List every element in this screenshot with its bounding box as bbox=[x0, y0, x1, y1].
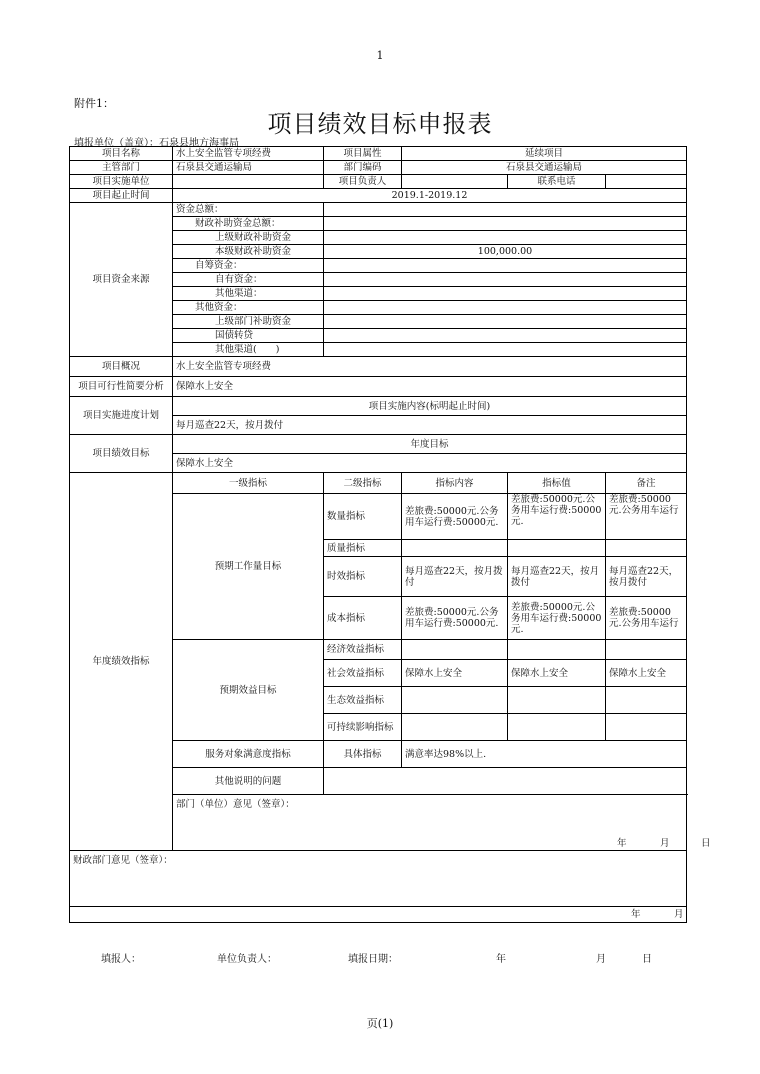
fund-name: 自筹资金： bbox=[173, 259, 324, 273]
benefit-label: 预期效益目标 bbox=[173, 640, 324, 741]
fund-name: 上级部门补助资金 bbox=[173, 315, 324, 329]
eco-value bbox=[508, 687, 606, 714]
unit-leader-label: 单位负责人： bbox=[217, 954, 277, 965]
cost-label: 成本指标 bbox=[324, 597, 402, 640]
qty-label: 数量指标 bbox=[324, 494, 402, 540]
econ-content bbox=[402, 640, 508, 660]
form-title: 项目绩效目标申报表 bbox=[267, 110, 493, 138]
finance-date-cell bbox=[70, 907, 687, 923]
fund-value bbox=[324, 287, 687, 301]
row-annual-header bbox=[70, 473, 687, 494]
cost-note: 差旅费:50000元.公务用车运行 bbox=[606, 597, 687, 640]
qty-note: 差旅费:50000元.公务用车运行 bbox=[606, 494, 687, 540]
dept-code-label: 部门编码 bbox=[324, 161, 402, 175]
finance-opinion-cell bbox=[70, 851, 687, 907]
perf-header: 年度目标 bbox=[173, 435, 687, 454]
social-content: 保障水上安全 bbox=[402, 660, 508, 687]
eco-note bbox=[606, 687, 687, 714]
fund-value bbox=[324, 273, 687, 287]
dept-code-value: 石泉县交通运输局 bbox=[402, 161, 687, 175]
impl-unit-value bbox=[173, 175, 324, 189]
fund-value: 100,000.00 bbox=[324, 245, 687, 259]
schedule-value: 每月巡查22天，按月拨付 bbox=[173, 416, 687, 435]
impl-unit-label: 项目实施单位 bbox=[70, 175, 173, 189]
fund-name: 国债转贷 bbox=[173, 329, 324, 343]
fund-value bbox=[324, 231, 687, 245]
fund-row bbox=[70, 203, 687, 217]
fin-year: 年 bbox=[631, 909, 641, 920]
filler-signature-label: 填报人： bbox=[101, 954, 141, 965]
row-feasibility bbox=[70, 377, 687, 397]
econ-value bbox=[508, 640, 606, 660]
timing-note: 每月巡查22天，按月拨付 bbox=[606, 557, 687, 597]
overview-value: 水上安全监管专项经费 bbox=[173, 357, 687, 377]
row-overview bbox=[70, 357, 687, 377]
dept-label: 主管部门 bbox=[70, 161, 173, 175]
schedule-header: 项目实施内容(标明起止时间) bbox=[173, 397, 687, 416]
quality-note bbox=[606, 540, 687, 557]
project-attr-value: 延续项目 bbox=[402, 147, 687, 161]
qty-content: 差旅费:50000元.公务用车运行费:50000元. bbox=[402, 494, 508, 540]
dept-year: 年 bbox=[617, 838, 627, 849]
header-level2: 二级指标 bbox=[324, 473, 402, 494]
overview-label: 项目概况 bbox=[70, 357, 173, 377]
econ-note bbox=[606, 640, 687, 660]
eco-label: 生态效益指标 bbox=[324, 687, 402, 714]
period-label: 项目起止时间 bbox=[70, 189, 173, 203]
dept-day: 日 bbox=[701, 838, 711, 849]
workload-label: 预期工作量目标 bbox=[173, 494, 324, 640]
dept-opinion-cell bbox=[173, 795, 711, 851]
performance-form-table bbox=[69, 146, 711, 923]
fill-date-label: 填报日期： bbox=[348, 954, 398, 965]
fund-name: 其他渠道： bbox=[173, 287, 324, 301]
feasibility-value: 保障水上安全 bbox=[173, 377, 687, 397]
eco-content bbox=[402, 687, 508, 714]
perf-value: 保障水上安全 bbox=[173, 454, 687, 473]
fund-value bbox=[324, 259, 687, 273]
row-impl-unit bbox=[70, 175, 687, 189]
social-value: 保障水上安全 bbox=[508, 660, 606, 687]
quality-value bbox=[508, 540, 606, 557]
page-number-top: 1 bbox=[376, 49, 384, 62]
quality-label: 质量指标 bbox=[324, 540, 402, 557]
fund-name: 资金总额： bbox=[173, 203, 324, 217]
timing-content: 每月巡查22天，按月拨付 bbox=[402, 557, 508, 597]
annual-label: 年度绩效指标 bbox=[70, 473, 173, 851]
attachment-label: 附件1： bbox=[74, 97, 114, 110]
sustain-label: 可持续影响指标 bbox=[324, 714, 402, 741]
filler-unit-value: 石泉县地方海事局 bbox=[159, 138, 239, 149]
satisfaction-content: 满意率达98%以上. bbox=[402, 741, 687, 768]
header-content: 指标内容 bbox=[402, 473, 508, 494]
fund-name: 其他资金： bbox=[173, 301, 324, 315]
fund-value bbox=[324, 315, 687, 329]
phone-value bbox=[606, 175, 687, 189]
feasibility-label: 项目可行性简要分析 bbox=[70, 377, 173, 397]
project-name-label: 项目名称 bbox=[70, 147, 173, 161]
sustain-content bbox=[402, 714, 508, 741]
header-note: 备注 bbox=[606, 473, 687, 494]
other-label: 其他说明的问题 bbox=[173, 768, 324, 795]
leader-value bbox=[402, 175, 508, 189]
leader-label: 项目负责人 bbox=[324, 175, 402, 189]
econ-label: 经济效益指标 bbox=[324, 640, 402, 660]
fund-name: 上级财政补助资金 bbox=[173, 231, 324, 245]
specific-label: 具体指标 bbox=[324, 741, 402, 768]
dept-value: 石泉县交通运输局 bbox=[173, 161, 324, 175]
social-label: 社会效益指标 bbox=[324, 660, 402, 687]
schedule-label: 项目实施进度计划 bbox=[70, 397, 173, 435]
timing-label: 时效指标 bbox=[324, 557, 402, 597]
sustain-value bbox=[508, 714, 606, 741]
dept-opinion-label: 部门（单位）意见（签章）： bbox=[176, 799, 295, 810]
fund-name: 财政补助资金总额： bbox=[173, 217, 324, 231]
fund-value bbox=[324, 343, 687, 357]
fill-date-year: 年 bbox=[496, 954, 506, 965]
cost-value: 差旅费:50000元.公务用车运行费:50000元. bbox=[508, 597, 606, 640]
fund-name: 其他渠道( ) bbox=[173, 343, 324, 357]
fund-value bbox=[324, 203, 687, 217]
fill-date-month: 月 bbox=[596, 954, 606, 965]
period-value: 2019.1-2019.12 bbox=[173, 189, 687, 203]
row-period bbox=[70, 189, 687, 203]
row-perf-header bbox=[70, 435, 687, 454]
project-attr-label: 项目属性 bbox=[324, 147, 402, 161]
sustain-note bbox=[606, 714, 687, 741]
finance-opinion-label: 财政部门意见（签章）： bbox=[73, 855, 173, 866]
row-finance-opinion bbox=[70, 851, 687, 907]
project-name-value: 水上安全监管专项经费 bbox=[173, 147, 324, 161]
cost-content: 差旅费:50000元.公务用车运行费:50000元. bbox=[402, 597, 508, 640]
row-dept bbox=[70, 161, 687, 175]
timing-value: 每月巡查22天，按月拨付 bbox=[508, 557, 606, 597]
row-schedule-header bbox=[70, 397, 687, 416]
phone-label: 联系电话 bbox=[508, 175, 606, 189]
fund-name: 自有资金： bbox=[173, 273, 324, 287]
funds-label: 项目资金来源 bbox=[70, 203, 173, 357]
other-value bbox=[324, 768, 687, 795]
perf-label: 项目绩效目标 bbox=[70, 435, 173, 473]
fund-value bbox=[324, 301, 687, 315]
fund-name: 本级财政补助资金 bbox=[173, 245, 324, 259]
qty-value: 差旅费:50000元.公务用车运行费:50000元. bbox=[508, 494, 606, 540]
satisfaction-label: 服务对象满意度指标 bbox=[173, 741, 324, 768]
fund-value bbox=[324, 217, 687, 231]
row-finance-date bbox=[70, 907, 687, 923]
quality-content bbox=[402, 540, 508, 557]
header-value: 指标值 bbox=[508, 473, 606, 494]
filler-unit-label: 填报单位（盖章）： bbox=[74, 138, 159, 149]
page-footer: 页(1) bbox=[366, 1017, 394, 1030]
fin-month: 月 bbox=[674, 909, 684, 920]
fund-value bbox=[324, 329, 687, 343]
row-project-name bbox=[70, 147, 687, 161]
fill-date-day: 日 bbox=[642, 954, 652, 965]
social-note: 保障水上安全 bbox=[606, 660, 687, 687]
dept-month: 月 bbox=[660, 838, 670, 849]
header-level1: 一级指标 bbox=[173, 473, 324, 494]
